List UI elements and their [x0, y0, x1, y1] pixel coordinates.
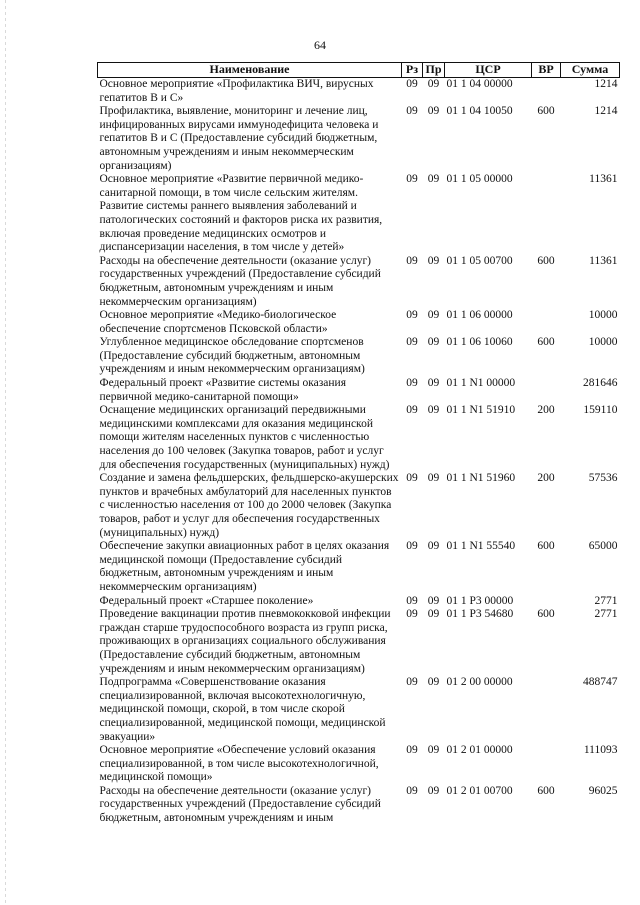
row-csr: 01 1 N1 51960 [446, 472, 516, 485]
row-name: Основное мероприятие «Медико-биологическое обеспечение спортсменов Псковской области» [99, 309, 337, 335]
table-row [98, 78, 620, 106]
scan-edge [5, 0, 6, 905]
table-row [98, 336, 620, 377]
header-csr: ЦСР [445, 63, 532, 78]
row-vr: 600 [537, 105, 555, 118]
header-rz: Рз [402, 63, 423, 78]
table-row [98, 404, 620, 472]
row-rz: 09 [406, 744, 418, 757]
row-csr: 01 1 05 00000 [446, 173, 513, 186]
row-sum: 488747 [583, 676, 618, 689]
row-name: Проведение вакцинации против пневмококковой инфекции граждан старше трудоспособного возраста из групп риска, проживающих в организациях социального обслуживания (Предоставление субсидий бюджетным, автономным учреждениям и иным некоммерческим организациям) [99, 608, 391, 675]
row-name: Основное мероприятие «Профилактика ВИЧ, вирусных гепатитов В и С» [99, 78, 374, 104]
row-name: Создание и замена фельдшерских, фельдшерско-акушерских пунктов и врачебных амбулаторий для населенных пунктов с численностью населения от 100 до 2000 человек (Закупка товаров, работ и услуг для обеспечения государственных (муниципальных) нужд) [99, 472, 399, 539]
row-rz: 09 [406, 404, 418, 417]
row-pr: 09 [427, 676, 440, 689]
row-name: Федеральный проект «Старшее поколение» [99, 594, 314, 607]
row-csr: 01 1 N1 51910 [446, 404, 516, 417]
row-vr [532, 173, 561, 255]
row-name: Расходы на обеспечение деятельности (оказание услуг) государственных учреждений (Предоставление субсидий бюджетным, автономным учреждениям и иным [99, 784, 381, 825]
row-rz: 09 [406, 309, 418, 322]
row-name: Подпрограмма «Совершенствование оказания специализированной, включая высокотехнологичную, медицинской помощи, скорой, в том числе скорой специализированной, медицинской помощи, медицинской эвакуации» [99, 676, 386, 743]
row-sum: 2771 [594, 594, 618, 607]
row-sum: 281646 [583, 377, 618, 390]
row-csr: 01 1 P3 00000 [446, 594, 514, 607]
row-rz: 09 [406, 784, 418, 797]
row-csr: 01 1 04 00000 [446, 78, 513, 90]
header-name: Наименование [98, 63, 402, 78]
row-pr: 09 [427, 608, 440, 621]
row-vr: 600 [537, 540, 555, 553]
row-rz: 09 [406, 472, 418, 485]
row-name: Расходы на обеспечение деятельности (оказание услуг) государственных учреждений (Предоставление субсидий бюджетным, автономным учреждениям и иным некоммерческим организациям) [99, 254, 381, 308]
row-sum: 1214 [594, 78, 618, 90]
row-csr: 01 1 P3 54680 [446, 608, 514, 621]
row-pr: 09 [427, 309, 440, 322]
row-name: Федеральный проект «Развитие системы оказания первичной медико-санитарной помощи» [99, 377, 346, 403]
budget-table [97, 62, 620, 826]
row-vr: 600 [537, 784, 555, 797]
table-row [98, 540, 620, 594]
row-vr [532, 78, 561, 106]
row-vr: 600 [537, 336, 555, 349]
table-row [98, 676, 620, 744]
row-csr: 01 2 01 00000 [446, 744, 513, 757]
row-pr: 09 [427, 105, 440, 118]
row-csr: 01 1 N1 00000 [446, 377, 516, 390]
row-vr: 600 [537, 608, 555, 621]
header-vr: ВР [532, 63, 561, 78]
row-name: Основное мероприятие «Развитие первичной медико-санитарной помощи, в том числе сельским жителям. Развитие системы раннего выявления заболеваний и патологических состояний и факторов риска их развития, включая проведение медицинских осмотров и диспансеризации населения, в том числе у детей» [99, 173, 383, 254]
row-name: Углубленное медицинское обследование спортсменов (Предоставление субсидий бюджетным, автономным учреждениям и иным некоммерческим организациям) [99, 336, 365, 376]
row-name: Профилактика, выявление, мониторинг и лечение лиц, инфицированных вирусами иммунодефицита человека и гепатитов В и С (Предоставление субсидий бюджетным, автономным учреждениям и иным некоммерческим организациям) [99, 105, 379, 172]
row-csr: 01 2 01 00700 [446, 784, 513, 797]
row-rz: 09 [406, 676, 418, 689]
row-vr: 200 [537, 404, 555, 417]
row-pr: 09 [427, 377, 440, 390]
row-vr [532, 309, 561, 336]
row-rz: 09 [406, 78, 418, 90]
row-name: Основное мероприятие «Обеспечение условий оказания специализированной, в том числе высокотехнологичной, медицинской помощи» [99, 744, 379, 784]
table-row [98, 608, 620, 676]
table-row [98, 744, 620, 785]
page-number: 64 [314, 38, 326, 52]
row-sum: 159110 [583, 404, 618, 417]
row-vr [532, 676, 561, 744]
row-sum: 10000 [588, 309, 618, 322]
row-sum: 1214 [594, 105, 618, 118]
row-csr: 01 1 04 10050 [446, 105, 513, 118]
row-csr: 01 1 N1 55540 [446, 540, 516, 553]
row-pr: 09 [427, 336, 440, 349]
row-sum: 57536 [588, 472, 618, 485]
row-csr: 01 1 06 10060 [446, 336, 513, 349]
row-vr: 600 [537, 254, 555, 267]
row-pr: 09 [427, 254, 440, 267]
row-rz: 09 [406, 594, 418, 607]
row-pr: 09 [427, 78, 440, 90]
row-csr: 01 2 00 00000 [446, 676, 513, 689]
header-pr: Пр [423, 63, 445, 78]
table-row [98, 595, 620, 609]
row-rz: 09 [406, 173, 418, 186]
row-rz: 09 [406, 377, 418, 390]
row-name: Оснащение медицинских организаций передвижными медицинскими комплексами для оказания медицинской помощи жителям населенных пунктов с численностью населения до 100 человек (Закупка товаров, работ и услуг для обеспечения государственных (муниципальных) нужд) [99, 404, 390, 471]
row-rz: 09 [406, 608, 418, 621]
row-pr: 09 [427, 744, 440, 757]
row-pr: 09 [427, 594, 440, 607]
row-sum: 11361 [589, 173, 618, 186]
row-pr: 09 [427, 784, 440, 797]
row-pr: 09 [427, 472, 440, 485]
row-pr: 09 [427, 540, 440, 553]
row-pr: 09 [427, 173, 440, 186]
row-sum: 96025 [588, 784, 618, 797]
table-row [98, 105, 620, 173]
row-csr: 01 1 05 00700 [446, 254, 513, 267]
table-row [98, 472, 620, 540]
row-sum: 2771 [594, 608, 618, 621]
row-sum: 10000 [588, 336, 618, 349]
row-vr: 200 [537, 472, 555, 485]
table-row [98, 377, 620, 404]
table-row [98, 255, 620, 309]
table-row [98, 173, 620, 255]
table-row [98, 309, 620, 336]
header-sum: Сумма [561, 63, 620, 78]
table-header [98, 63, 620, 78]
row-rz: 09 [406, 254, 418, 267]
row-sum: 11361 [589, 254, 618, 267]
row-vr [532, 377, 561, 404]
row-csr: 01 1 06 00000 [446, 309, 513, 322]
row-vr [532, 744, 561, 785]
row-rz: 09 [406, 540, 418, 553]
row-name: Обеспечение закупки авиационных работ в целях оказания медицинской помощи (Предоставление субсидий бюджетным, автономным учреждениям и иным некоммерческим организациям) [99, 540, 390, 593]
row-rz: 09 [406, 105, 418, 118]
row-pr: 09 [427, 404, 440, 417]
row-sum: 65000 [588, 540, 618, 553]
row-sum: 111093 [583, 744, 618, 757]
table-row [98, 785, 620, 826]
table-body [98, 78, 620, 826]
row-vr [532, 595, 561, 609]
row-rz: 09 [406, 336, 418, 349]
